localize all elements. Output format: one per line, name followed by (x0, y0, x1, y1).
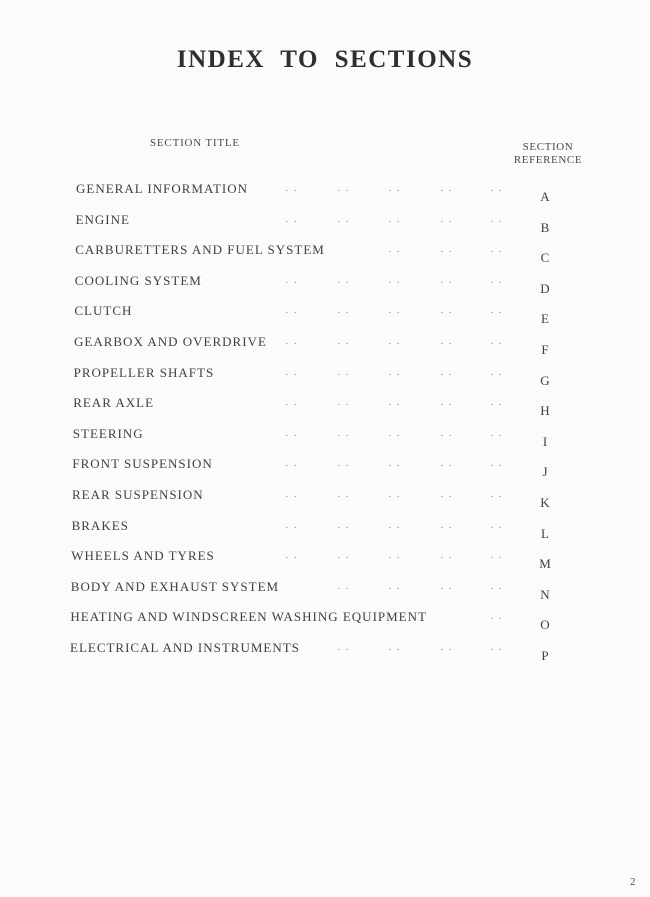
leader-dots: · · (337, 368, 351, 381)
entry-reference: D (540, 280, 550, 296)
leader-dots: · · (388, 276, 402, 289)
leader-dots: · · (337, 644, 351, 656)
entry-reference: L (541, 525, 549, 541)
index-entry-steering (0, 425, 650, 449)
leader-dots: · · (337, 276, 351, 289)
leader-dots: · · (490, 613, 504, 626)
entry-title: HEATING AND WINDSCREEN WASHING EQUIPMENT (70, 609, 427, 625)
leader-dots: · · (388, 582, 402, 595)
leader-dots: · · (337, 399, 351, 412)
leader-dots: · · (388, 552, 402, 565)
index-entry-front-suspension (0, 456, 650, 480)
leader-dots: · · (337, 491, 351, 503)
entry-title: REAR SUSPENSION (72, 487, 204, 502)
leader-dots: · · (490, 338, 504, 350)
section-title-header: SECTION TITLE (150, 137, 240, 149)
leader-dots: · · (388, 368, 402, 381)
leader-dots: · · (490, 521, 504, 534)
entry-title: FRONT SUSPENSION (72, 456, 213, 472)
entry-title: ELECTRICAL AND INSTRUMENTS (70, 640, 300, 655)
index-entry-wheels-and-tyres (0, 548, 650, 572)
leader-dots: · · (337, 307, 351, 320)
leader-dots: · · (490, 460, 504, 473)
entry-reference: B (540, 219, 550, 235)
entry-title: ENGINE (75, 211, 130, 227)
leader-dots: · · (490, 185, 504, 197)
leader-dots: · · (388, 491, 402, 503)
leader-dots: · · (388, 429, 402, 442)
leader-dots: · · (490, 276, 504, 289)
leader-dots: · · (440, 399, 454, 412)
entry-title: CARBURETTERS AND FUEL SYSTEM (75, 242, 325, 258)
leader-dots: · · (337, 582, 351, 595)
leader-dots: · · (440, 460, 454, 473)
leader-dots: · · (388, 338, 402, 350)
index-entry-heating-and-washing (0, 609, 650, 633)
leader-dots: · · (285, 368, 299, 381)
leader-dots: · · (285, 460, 299, 473)
leader-dots: · · (285, 521, 299, 534)
leader-dots: · · (440, 491, 454, 503)
leader-dots: · · (388, 185, 402, 197)
entry-reference: P (541, 648, 549, 663)
leader-dots: · · (490, 368, 504, 381)
index-entry-brakes (0, 517, 650, 541)
index-entry-propeller-shafts (0, 364, 650, 388)
leader-dots: · · (337, 460, 351, 473)
entry-reference: N (540, 586, 550, 602)
leader-dots: · · (337, 185, 351, 197)
leader-dots: · · (490, 307, 504, 320)
index-entry-rear-suspension (0, 487, 650, 510)
leader-dots: · · (440, 185, 454, 197)
entry-title: COOLING SYSTEM (74, 272, 202, 288)
index-entry-cooling-system (0, 272, 650, 296)
leader-dots: · · (440, 246, 454, 259)
entry-reference: I (542, 433, 548, 449)
leader-dots: · · (490, 429, 504, 442)
leader-dots: · · (440, 429, 454, 442)
entry-title: CLUTCH (74, 303, 133, 319)
entry-reference: M (539, 556, 551, 572)
entry-title: STEERING (72, 425, 144, 441)
leader-dots: · · (285, 491, 299, 503)
entry-reference: K (540, 495, 550, 510)
index-entry-body-and-exhaust (0, 578, 650, 602)
leader-dots: · · (440, 521, 454, 534)
leader-dots: · · (388, 460, 402, 473)
leader-dots: · · (337, 521, 351, 534)
leader-dots: · · (337, 429, 351, 442)
leader-dots: · · (388, 246, 402, 259)
leader-dots: · · (490, 582, 504, 595)
leader-dots: · · (440, 215, 454, 228)
entry-title: GEARBOX AND OVERDRIVE (74, 334, 267, 349)
index-entry-engine (0, 211, 650, 235)
leader-dots: · · (337, 552, 351, 565)
leader-dots: · · (440, 644, 454, 656)
leader-dots: · · (388, 399, 402, 412)
leader-dots: · · (440, 276, 454, 289)
leader-dots: · · (440, 552, 454, 565)
leader-dots: · · (285, 276, 299, 289)
leader-dots: · · (490, 215, 504, 228)
index-entry-electrical-and-instruments (0, 640, 650, 663)
leader-dots: · · (285, 185, 299, 197)
index-entry-rear-axle (0, 395, 650, 419)
entry-reference: J (542, 464, 548, 480)
leader-dots: · · (388, 307, 402, 320)
leader-dots: · · (440, 338, 454, 350)
leader-dots: · · (285, 338, 299, 350)
leader-dots: · · (388, 644, 402, 656)
entry-reference: C (540, 250, 550, 266)
entry-reference: E (541, 311, 549, 327)
leader-dots: · · (490, 399, 504, 412)
entry-reference: H (540, 403, 550, 419)
leader-dots: · · (337, 338, 351, 350)
leader-dots: · · (490, 246, 504, 259)
entry-title: BODY AND EXHAUST SYSTEM (70, 578, 280, 594)
entry-title: REAR AXLE (73, 395, 155, 411)
leader-dots: · · (285, 215, 299, 228)
page-title: INDEX TO SECTIONS (176, 46, 474, 73)
entry-reference: A (540, 189, 550, 204)
index-entry-gearbox (0, 334, 650, 357)
leader-dots: · · (490, 644, 504, 656)
leader-dots: · · (285, 307, 299, 320)
leader-dots: · · (337, 215, 351, 228)
leader-dots: · · (285, 429, 299, 442)
page-number: 2 (630, 876, 636, 888)
entry-title: BRAKES (71, 517, 129, 533)
leader-dots: · · (285, 552, 299, 565)
entry-reference: F (541, 342, 549, 357)
entry-reference: G (540, 372, 550, 388)
leader-dots: · · (440, 307, 454, 320)
entry-title: WHEELS AND TYRES (71, 548, 215, 564)
entry-title: GENERAL INFORMATION (76, 181, 248, 196)
index-entry-clutch (0, 303, 650, 327)
leader-dots: · · (388, 215, 402, 228)
entry-title: PROPELLER SHAFTS (73, 364, 215, 380)
leader-dots: · · (440, 368, 454, 381)
index-entry-carburetters (0, 242, 650, 266)
leader-dots: · · (285, 399, 299, 412)
section-reference-header-line1: SECTION (522, 141, 574, 153)
leader-dots: · · (490, 491, 504, 503)
leader-dots: · · (490, 552, 504, 565)
index-entry-general-information (0, 181, 650, 204)
leader-dots: · · (388, 521, 402, 534)
section-reference-header-line2: REFERENCE (513, 154, 583, 166)
entry-reference: O (540, 617, 550, 633)
leader-dots: · · (440, 582, 454, 595)
